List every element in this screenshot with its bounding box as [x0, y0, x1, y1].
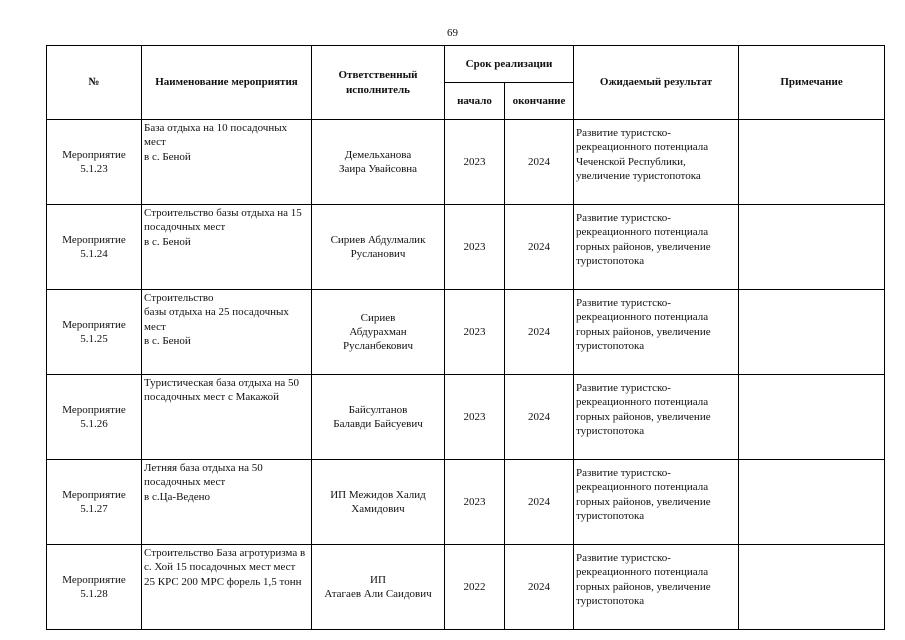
table-row [47, 460, 885, 545]
table-row [47, 205, 885, 290]
measure-executor: Демельханова Заира Увайсовна [312, 120, 445, 205]
header-row [47, 46, 885, 83]
measure-executor: Сириев Абдурахман Русланбекович [312, 290, 445, 375]
header-end: окончание [505, 83, 574, 120]
header-result: Ожидаемый результат [574, 46, 739, 120]
measure-note [739, 375, 885, 460]
measure-name: Летняя база отдыха на 50 посадочных мест в с.Ца-Ведено [142, 460, 312, 545]
measure-executor: ИП Межидов Халид Хамидович [312, 460, 445, 545]
measure-name: Строительство База агротуризма в с. Хой 15 посадочных мест мест 25 КРС 200 МРС форель 1,5 тонн [142, 545, 312, 630]
measure-executor: ИП Атагаев Али Саидович [312, 545, 445, 630]
measure-note [739, 545, 885, 630]
measures-table [46, 45, 885, 630]
measure-note [739, 120, 885, 205]
table-row [47, 290, 885, 375]
measure-name: Туристическая база отдыха на 50 посадочных мест с Макажой [142, 375, 312, 460]
measure-start: 2023 [445, 290, 505, 375]
measure-result: Развитие туристско-рекреационного потенциала Чеченской Республики, увеличение туристопотока [574, 120, 739, 205]
measure-result: Развитие туристско-рекреационного потенциала горных районов, увеличение туристопотока [574, 375, 739, 460]
header-start: начало [445, 83, 505, 120]
measure-note [739, 460, 885, 545]
measure-start: 2023 [445, 205, 505, 290]
measure-start: 2023 [445, 375, 505, 460]
measure-note [739, 290, 885, 375]
measure-start: 2023 [445, 120, 505, 205]
table-row [47, 545, 885, 630]
measure-id: Мероприятие 5.1.24 [47, 205, 142, 290]
header-num: № [47, 46, 142, 120]
header-note: Примечание [739, 46, 885, 120]
measure-end: 2024 [505, 290, 574, 375]
measure-end: 2024 [505, 545, 574, 630]
measure-id: Мероприятие 5.1.28 [47, 545, 142, 630]
measure-executor: Сириев Абдулмалик Русланович [312, 205, 445, 290]
measure-result: Развитие туристско-рекреационного потенциала горных районов, увеличение туристопотока [574, 545, 739, 630]
measure-start: 2023 [445, 460, 505, 545]
measure-end: 2024 [505, 205, 574, 290]
measure-id: Мероприятие 5.1.23 [47, 120, 142, 205]
measure-end: 2024 [505, 460, 574, 545]
measure-result: Развитие туристско-рекреационного потенциала горных районов, увеличение туристопотока [574, 460, 739, 545]
measure-id: Мероприятие 5.1.27 [47, 460, 142, 545]
measure-end: 2024 [505, 120, 574, 205]
measure-id: Мероприятие 5.1.25 [47, 290, 142, 375]
measure-id: Мероприятие 5.1.26 [47, 375, 142, 460]
measure-name: Строительство базы отдыха на 25 посадочных мест в с. Беной [142, 290, 312, 375]
measure-executor: Байсултанов Балавди Байсуевич [312, 375, 445, 460]
measure-result: Развитие туристско-рекреационного потенциала горных районов, увеличение туристопотока [574, 205, 739, 290]
header-executor: Ответственный исполнитель [312, 46, 445, 120]
measure-end: 2024 [505, 375, 574, 460]
measure-start: 2022 [445, 545, 505, 630]
page-number: 69 [447, 27, 458, 39]
measure-name: База отдыха на 10 посадочных мест в с. Беной [142, 120, 312, 205]
header-term: Срок реализации [445, 46, 574, 83]
measure-name: Строительство базы отдыха на 15 посадочных мест в с. Беной [142, 205, 312, 290]
measure-result: Развитие туристско-рекреационного потенциала горных районов, увеличение туристопотока [574, 290, 739, 375]
measure-note [739, 205, 885, 290]
header-name: Наименование мероприятия [142, 46, 312, 120]
table-row [47, 375, 885, 460]
table-row [47, 120, 885, 205]
